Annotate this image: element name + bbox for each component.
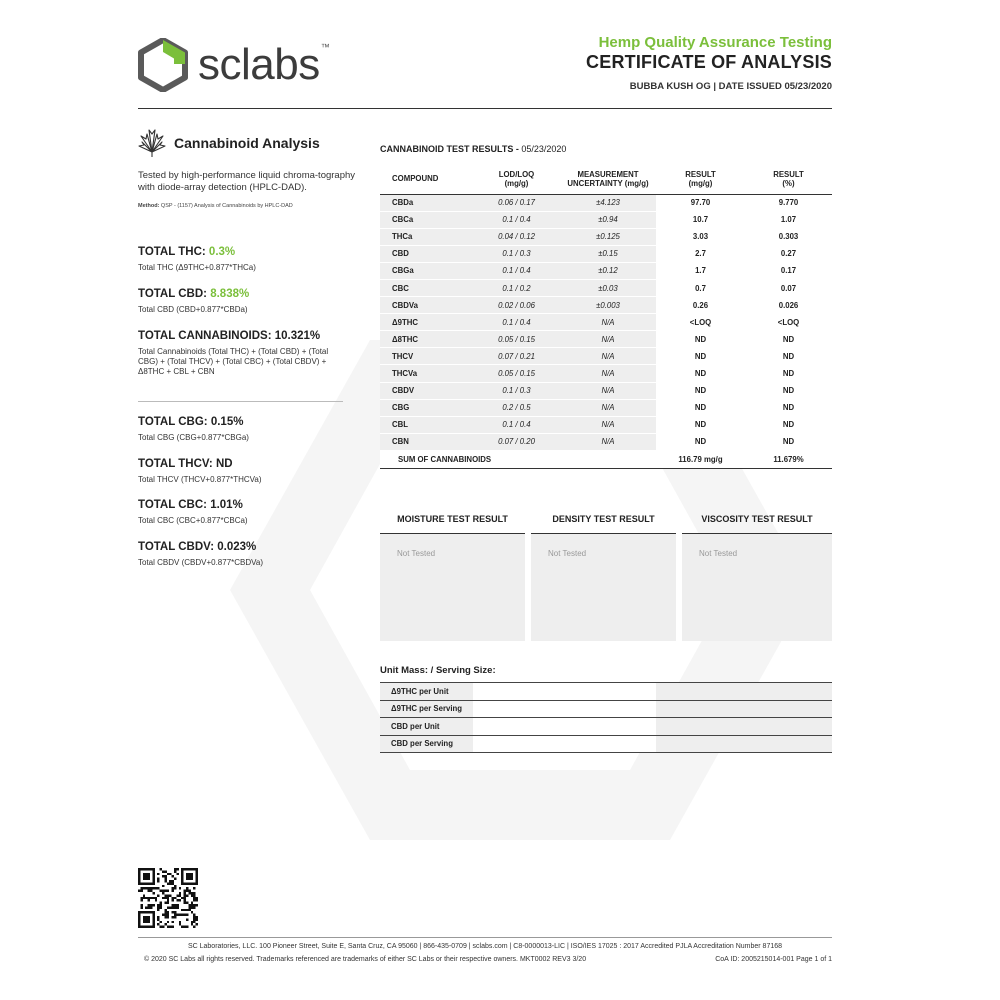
unit-mass-value-2 — [656, 683, 832, 701]
sum-mg: 116.79 mg/g — [656, 450, 745, 468]
header-compound: COMPOUND — [380, 166, 473, 194]
total-thcv — [138, 458, 360, 485]
unit-mass-value-2 — [656, 735, 832, 753]
header-block — [586, 34, 832, 92]
total-cbdv — [138, 541, 360, 568]
result-pct-cell: 0.303 — [745, 228, 832, 245]
result-mg-cell: ND — [656, 416, 745, 433]
lod-loq-cell: 0.07 / 0.21 — [473, 348, 560, 365]
uncertainty-cell: ±0.94 — [560, 211, 656, 228]
total-thc-label: TOTAL THC: — [138, 246, 209, 258]
compound-cell: CBN — [380, 433, 473, 450]
header-uncertainty: MEASUREMENT UNCERTAINTY (mg/g) — [560, 166, 656, 194]
moisture-test-title: MOISTURE TEST RESULT — [380, 514, 525, 534]
unit-mass-value-2 — [656, 718, 832, 736]
total-cbc-label: TOTAL CBC: 1.01% — [138, 499, 243, 511]
result-pct-cell: 0.27 — [745, 245, 832, 262]
total-cbdv-label: TOTAL CBDV: 0.023% — [138, 541, 257, 553]
total-thc-formula: Total THC (Δ9THC+0.877*THCa) — [138, 263, 256, 272]
lod-loq-cell: 0.1 / 0.4 — [473, 416, 560, 433]
header-result-mg: RESULT (mg/g) — [656, 166, 745, 194]
result-pct-cell: 0.07 — [745, 279, 832, 296]
result-mg-cell: 0.26 — [656, 297, 745, 314]
footer-coa-id: CoA ID: 2005215014-001 Page 1 of 1 — [715, 956, 832, 963]
total-cbg — [138, 416, 360, 443]
total-cannabinoids-formula: Total Cannabinoids (Total THC) + (Total CBD) + (Total CBG) + (Total THCV) + (Total CBC) + (Total CBDV) + Δ8THC + CBL + CBN — [138, 347, 329, 376]
density-test — [531, 514, 676, 641]
table-row — [380, 262, 832, 279]
total-cbg-formula: Total CBG (CBG+0.877*CBGa) — [138, 433, 249, 442]
result-mg-cell: <LOQ — [656, 314, 745, 331]
sum-label: SUM OF CANNABINOIDS — [380, 450, 656, 468]
table-row — [380, 211, 832, 228]
viscosity-test-value: Not Tested — [682, 534, 832, 641]
result-mg-cell: ND — [656, 399, 745, 416]
viscosity-test-title: VISCOSITY TEST RESULT — [682, 514, 832, 534]
lod-loq-cell: 0.1 / 0.2 — [473, 279, 560, 296]
compound-cell: Δ8THC — [380, 331, 473, 348]
total-cbd-value: 8.838% — [210, 288, 250, 300]
uncertainty-cell: N/A — [560, 348, 656, 365]
compound-cell: CBC — [380, 279, 473, 296]
lod-loq-cell: 0.07 / 0.20 — [473, 433, 560, 450]
results-title — [380, 144, 566, 154]
analysis-heading — [138, 128, 360, 158]
result-mg-cell: ND — [656, 382, 745, 399]
result-mg-cell: 10.7 — [656, 211, 745, 228]
total-cbc — [138, 499, 360, 526]
table-row — [380, 365, 832, 382]
total-thcv-formula: Total THCV (THCV+0.877*THCVa) — [138, 475, 262, 484]
total-cbd-formula: Total CBD (CBD+0.877*CBDa) — [138, 305, 248, 314]
result-pct-cell: 9.770 — [745, 194, 832, 211]
table-row — [380, 331, 832, 348]
compound-cell: CBL — [380, 416, 473, 433]
sum-row — [380, 450, 832, 468]
compound-cell: CBG — [380, 399, 473, 416]
result-pct-cell: 0.026 — [745, 297, 832, 314]
moisture-test-value: Not Tested — [380, 534, 525, 641]
total-cbc-formula: Total CBC (CBC+0.877*CBCa) — [138, 516, 248, 525]
footer-address: SC Laboratories, LLC. 100 Pioneer Street, Suite E, Santa Cruz, CA 95060 | 866-435-0709 | sclabs.com | C8-0000013-LIC | ISO/IES 17025 : 2017 Accredited PJLA Accreditation Number 87168 — [187, 943, 783, 950]
uncertainty-cell: ±0.12 — [560, 262, 656, 279]
result-pct-cell: <LOQ — [745, 314, 832, 331]
uncertainty-cell: N/A — [560, 399, 656, 416]
total-cbg-label: TOTAL CBG: 0.15% — [138, 416, 244, 428]
table-header-row — [380, 166, 832, 194]
table-row — [380, 297, 832, 314]
unit-mass-value — [473, 683, 656, 701]
qr-code-icon[interactable] — [138, 868, 198, 928]
result-mg-cell: 97.70 — [656, 194, 745, 211]
uncertainty-cell: N/A — [560, 416, 656, 433]
lod-loq-cell: 0.05 / 0.15 — [473, 365, 560, 382]
lod-loq-cell: 0.02 / 0.06 — [473, 297, 560, 314]
total-cbd-label: TOTAL CBD: — [138, 288, 211, 300]
lod-loq-cell: 0.1 / 0.4 — [473, 211, 560, 228]
viscosity-test — [682, 514, 832, 641]
compound-cell: CBCa — [380, 211, 473, 228]
analysis-method — [138, 203, 360, 209]
compound-cell: THCV — [380, 348, 473, 365]
table-row — [380, 194, 832, 211]
table-row — [380, 382, 832, 399]
result-pct-cell: ND — [745, 416, 832, 433]
uncertainty-cell: N/A — [560, 433, 656, 450]
result-mg-cell: ND — [656, 331, 745, 348]
total-cannabinoids — [138, 330, 343, 377]
method-text: QSP - (1157) Analysis of Cannabinoids by HPLC-DAD — [160, 202, 293, 209]
total-thc — [138, 246, 360, 273]
unit-mass-row — [380, 735, 832, 753]
unit-mass-label: CBD per Serving — [380, 735, 473, 753]
result-mg-cell: 2.7 — [656, 245, 745, 262]
density-test-value: Not Tested — [531, 534, 676, 641]
density-test-title: DENSITY TEST RESULT — [531, 514, 676, 534]
cannabis-leaf-icon — [138, 128, 166, 158]
uncertainty-cell: ±0.03 — [560, 279, 656, 296]
result-pct-cell: 0.17 — [745, 262, 832, 279]
unit-mass-label: Δ9THC per Unit — [380, 683, 473, 701]
cannabinoid-results-table — [380, 166, 832, 469]
header-result-pct: RESULT (%) — [745, 166, 832, 194]
analysis-title: Cannabinoid Analysis — [174, 135, 320, 151]
result-pct-cell: ND — [745, 382, 832, 399]
uncertainty-cell: ±0.15 — [560, 245, 656, 262]
analysis-description: Tested by high-performance liquid chroma-tography with diode-array detection (HPLC-DAD). — [138, 170, 356, 194]
lod-loq-cell: 0.06 / 0.17 — [473, 194, 560, 211]
result-mg-cell: 0.7 — [656, 279, 745, 296]
lod-loq-cell: 0.04 / 0.12 — [473, 228, 560, 245]
compound-cell: CBDVa — [380, 297, 473, 314]
brand-name: sclabs — [198, 40, 320, 89]
compound-cell: CBGa — [380, 262, 473, 279]
result-pct-cell: ND — [745, 331, 832, 348]
lod-loq-cell: 0.1 / 0.3 — [473, 245, 560, 262]
lod-loq-cell: 0.1 / 0.3 — [473, 382, 560, 399]
result-mg-cell: 1.7 — [656, 262, 745, 279]
compound-cell: THCa — [380, 228, 473, 245]
unit-mass-value — [473, 735, 656, 753]
unit-mass-label: Δ9THC per Serving — [380, 700, 473, 718]
footer-divider — [138, 937, 832, 938]
header-divider — [138, 108, 832, 109]
sum-pct: 11.679% — [745, 450, 832, 468]
table-row — [380, 348, 832, 365]
total-thcv-label: TOTAL THCV: ND — [138, 458, 233, 470]
moisture-test — [380, 514, 525, 641]
uncertainty-cell: ±4.123 — [560, 194, 656, 211]
results-date: 05/23/2020 — [521, 144, 567, 154]
lod-loq-cell: 0.2 / 0.5 — [473, 399, 560, 416]
unit-mass-title: Unit Mass: / Serving Size: — [380, 665, 496, 676]
result-mg-cell: 3.03 — [656, 228, 745, 245]
result-pct-cell: 1.07 — [745, 211, 832, 228]
table-row — [380, 279, 832, 296]
total-cbd — [138, 288, 360, 315]
result-mg-cell: ND — [656, 433, 745, 450]
uncertainty-cell: ±0.003 — [560, 297, 656, 314]
compound-cell: CBDV — [380, 382, 473, 399]
result-pct-cell: ND — [745, 399, 832, 416]
lod-loq-cell: 0.1 / 0.4 — [473, 314, 560, 331]
result-pct-cell: ND — [745, 433, 832, 450]
document-title: CERTIFICATE OF ANALYSIS — [586, 52, 832, 72]
left-divider — [138, 401, 343, 402]
footer-copyright: © 2020 SC Labs all rights reserved. Trademarks referenced are trademarks of either SC Labs or their respective owners. MKT0002 REV3 3/20 — [144, 956, 587, 963]
total-cannabinoids-label: TOTAL CANNABINOIDS: 10.321% — [138, 330, 321, 342]
table-row — [380, 399, 832, 416]
uncertainty-cell: N/A — [560, 331, 656, 348]
sclabs-logo — [138, 38, 329, 92]
table-row — [380, 228, 832, 245]
result-mg-cell: ND — [656, 348, 745, 365]
unit-mass-value — [473, 700, 656, 718]
unit-mass-value-2 — [656, 700, 832, 718]
hexagon-logo-icon — [138, 38, 188, 92]
trademark-symbol: ™ — [320, 42, 330, 52]
sample-meta: BUBBA KUSH OG | DATE ISSUED 05/23/2020 — [629, 81, 832, 92]
result-mg-cell: ND — [656, 365, 745, 382]
unit-mass-row — [380, 718, 832, 736]
left-column — [138, 128, 360, 567]
table-row — [380, 416, 832, 433]
total-thc-value: 0.3% — [208, 246, 236, 258]
unit-mass-row — [380, 683, 832, 701]
compound-cell: THCVa — [380, 365, 473, 382]
uncertainty-cell: ±0.125 — [560, 228, 656, 245]
results-title-label: CANNABINOID TEST RESULTS - — [380, 144, 522, 154]
uncertainty-cell: N/A — [560, 365, 656, 382]
compound-cell: Δ9THC — [380, 314, 473, 331]
table-row — [380, 245, 832, 262]
lod-loq-cell: 0.05 / 0.15 — [473, 331, 560, 348]
compound-cell: CBD — [380, 245, 473, 262]
unit-mass-label: CBD per Unit — [380, 718, 473, 736]
uncertainty-cell: N/A — [560, 314, 656, 331]
header-lod: LOD/LOQ (mg/g) — [473, 166, 560, 194]
total-cbdv-formula: Total CBDV (CBDV+0.877*CBDVa) — [138, 558, 264, 567]
result-pct-cell: ND — [745, 365, 832, 382]
unit-mass-row — [380, 700, 832, 718]
method-label: Method: — [138, 202, 160, 209]
compound-cell: CBDa — [380, 194, 473, 211]
uncertainty-cell: N/A — [560, 382, 656, 399]
unit-mass-table — [380, 682, 832, 753]
lod-loq-cell: 0.1 / 0.4 — [473, 262, 560, 279]
table-row — [380, 314, 832, 331]
result-pct-cell: ND — [745, 348, 832, 365]
unit-mass-value — [473, 718, 656, 736]
table-row — [380, 433, 832, 450]
header-subtitle: Hemp Quality Assurance Testing — [598, 34, 832, 51]
